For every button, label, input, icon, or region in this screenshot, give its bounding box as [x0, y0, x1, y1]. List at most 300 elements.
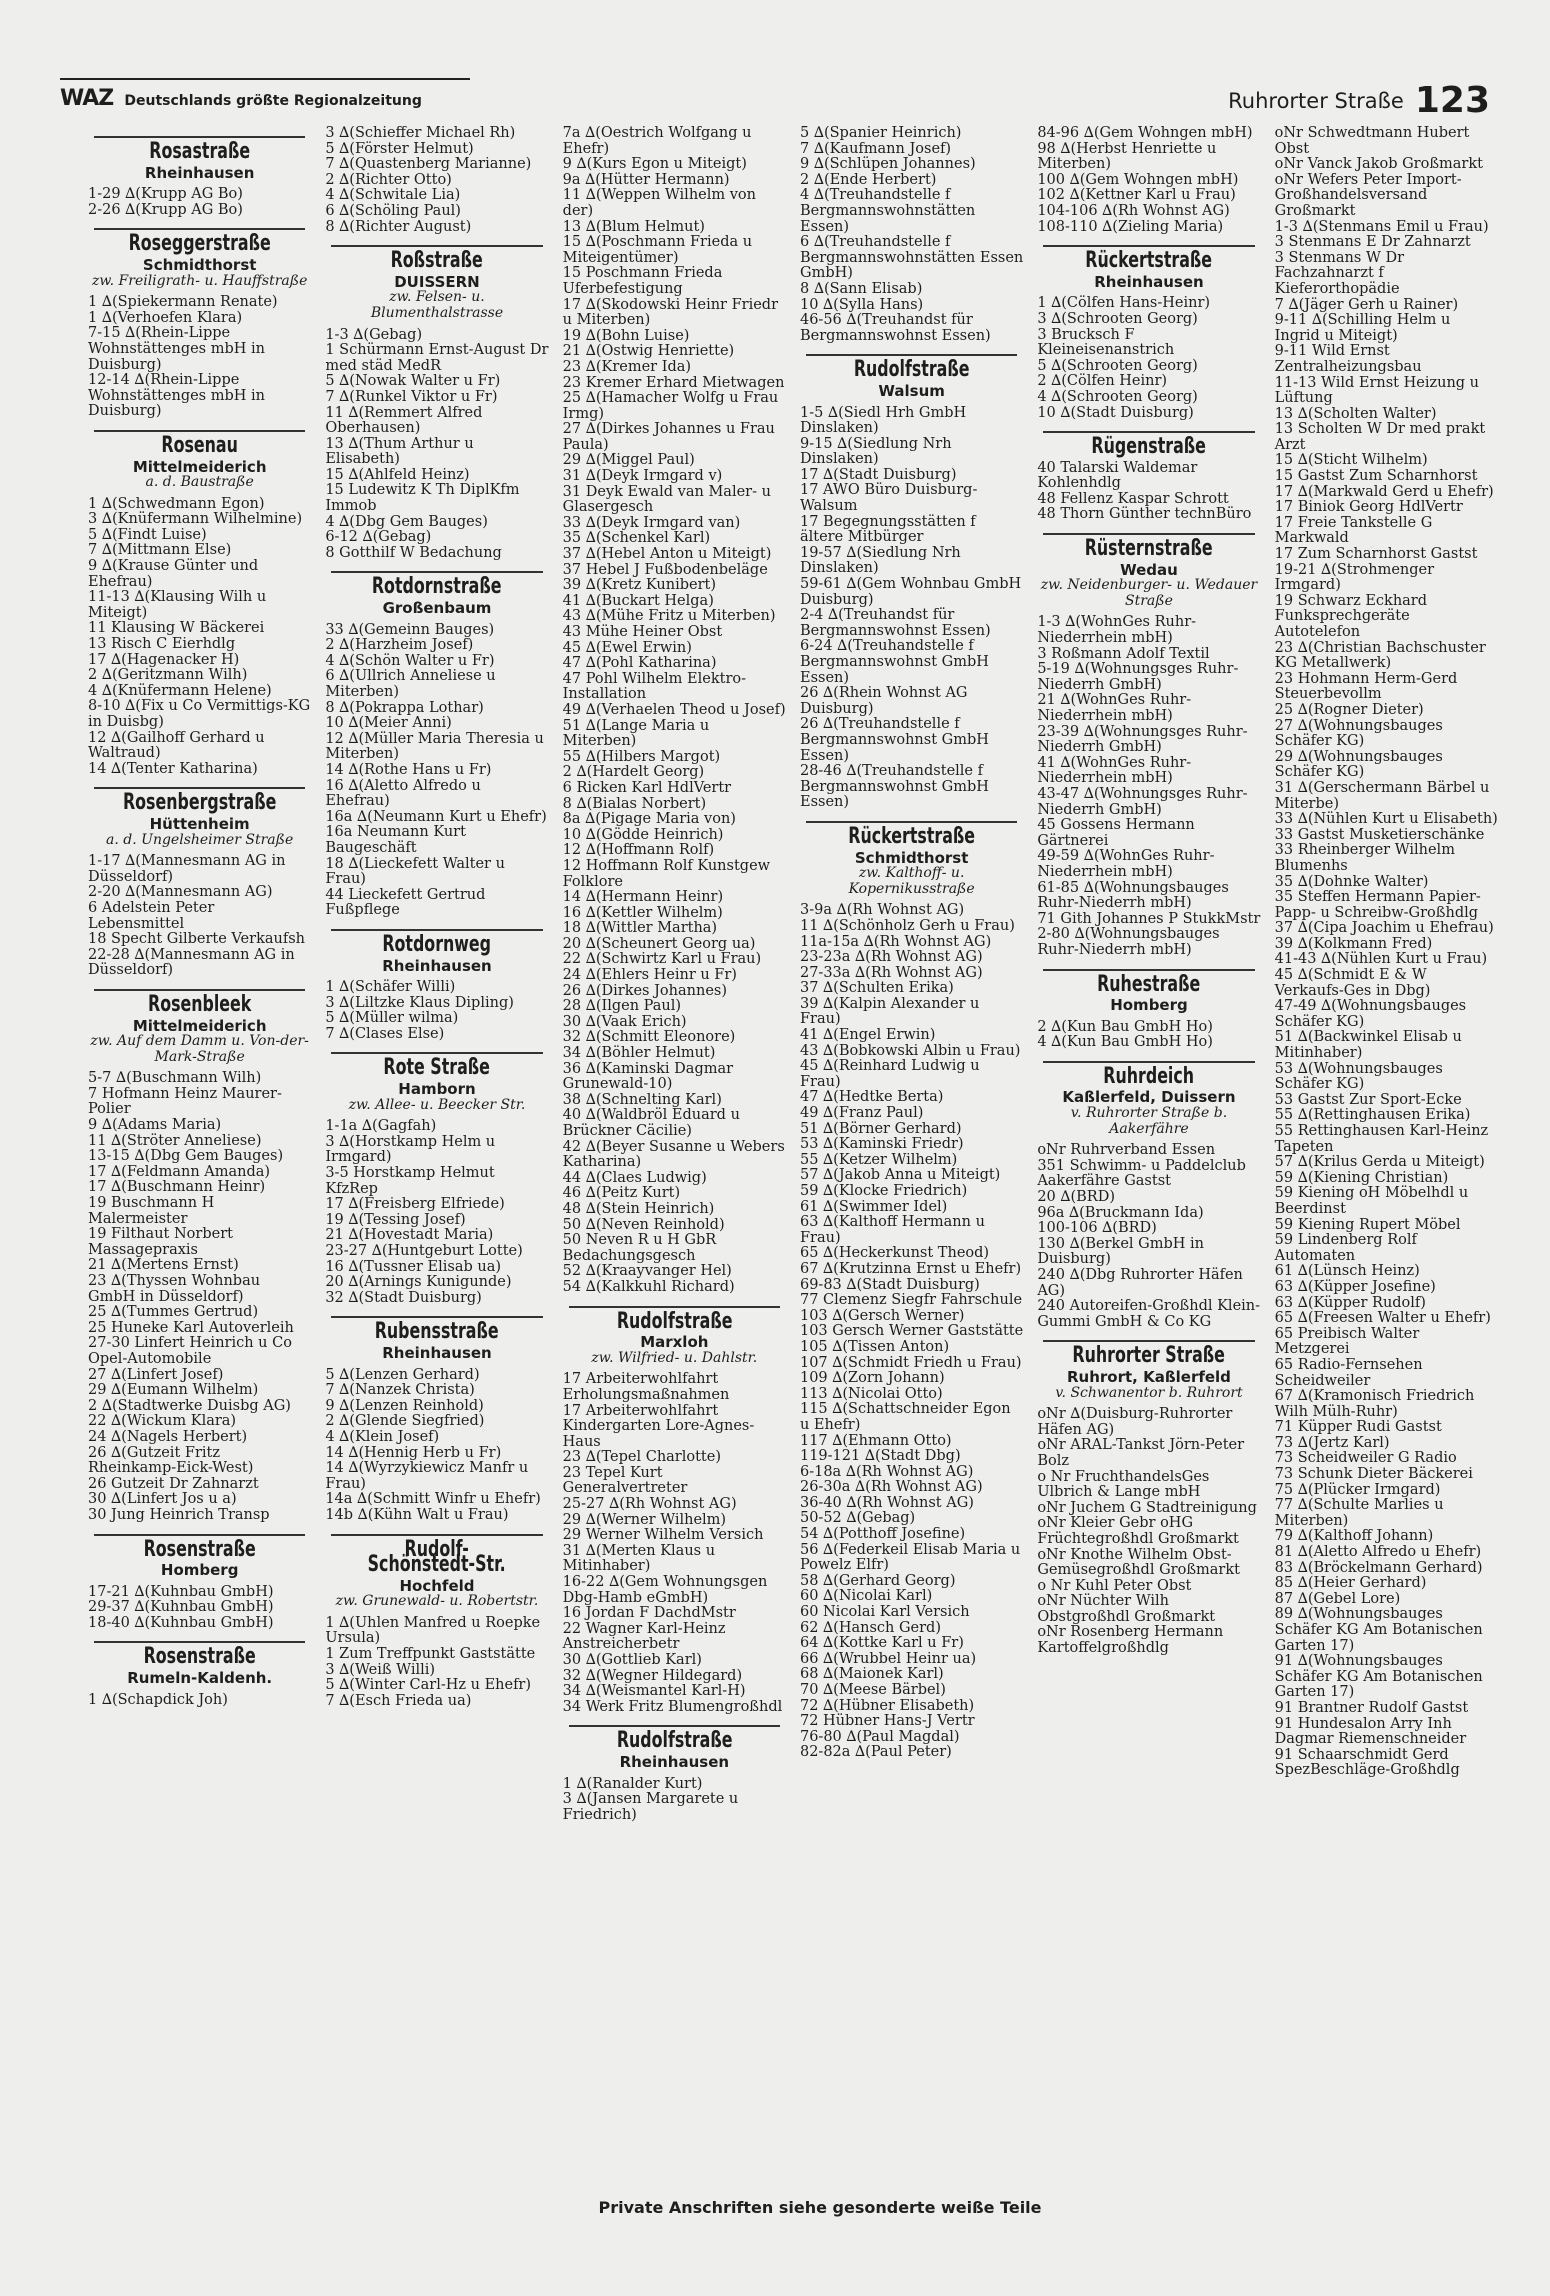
newspaper-logo: WAZ [60, 86, 114, 111]
street-heading [86, 787, 313, 848]
directory-entry: 4 ∆(Treuhandstelle f Bergmannswohnstätten Essen) [799, 187, 976, 235]
directory-entry: 25 Huneke Karl Autoverleih [88, 1319, 294, 1336]
directory-entry: 1 ∆(Spiekermann Renate) [88, 294, 278, 311]
directory-entry: 7 ∆(Kaufmann Josef) [799, 140, 952, 157]
street-district: Rumeln-Kaldenh. [127, 1669, 273, 1688]
directory-entry: 5 ∆(Schrooten Georg) [1037, 357, 1198, 374]
directory-entry: 17 AWO Büro Duisburg-Walsum [799, 482, 978, 515]
directory-entry: 41 ∆(Engel Erwin) [799, 1027, 936, 1044]
directory-entry: 61 ∆(Lünsch Heinz) [1274, 1263, 1420, 1280]
street-name: Rubensstraße [375, 1319, 499, 1345]
directory-entry: 14a ∆(Schmitt Winfr u Ehefr) [325, 1491, 541, 1508]
directory-entry: 82-82a ∆(Paul Peter) [799, 1744, 952, 1761]
directory-entry: 23-23a ∆(Rh Wohnst AG) [799, 949, 983, 966]
street-heading [323, 245, 550, 321]
street-name: Rosenbergstraße [122, 790, 277, 816]
directory-entry: 35 ∆(Dohnke Walter) [1274, 873, 1429, 890]
directory-entry: 107 ∆(Schmidt Friedh u Frau) [799, 1354, 1022, 1371]
directory-entry: 26 ∆(Dirkes Johannes) [562, 982, 727, 999]
directory-entry: 7a ∆(Oestrich Wolfgang u Ehefr) [562, 126, 752, 157]
directory-entry: 29-37 ∆(Kuhnbau GmbH) [88, 1599, 274, 1616]
street-location-note: zw. Felsen- u. Blumenthalstrasse [370, 289, 504, 321]
directory-entry: 33 ∆(Nühlen Kurt u Elisabeth) [1274, 811, 1498, 828]
street-district: DUISSERN [394, 272, 480, 291]
directory-entry: 67 ∆(Kramonisch Friedrich Wilh Mülh-Ruhr) [1274, 1388, 1475, 1420]
street-rule [1043, 533, 1254, 535]
directory-entry: 5 ∆(Lenzen Gerhard) [325, 1366, 480, 1383]
street-name: Rügenstraße [1091, 434, 1207, 460]
street-name: Rudolfstraße [853, 357, 970, 383]
street-name: Rotdornweg [382, 931, 492, 957]
street-heading [86, 989, 313, 1065]
directory-entry: 34 ∆(Böhler Helmut) [562, 1045, 716, 1062]
directory-entry: 18 ∆(Lieckefett Walter u Frau) [325, 855, 505, 888]
street-rule [1043, 431, 1254, 433]
directory-entry: 2-26 ∆(Krupp AG Bo) [88, 201, 243, 218]
directory-entry: 83 ∆(Bröckelmann Gerhard) [1274, 1559, 1483, 1576]
directory-entry: 16 ∆(Kettler Wilhelm) [562, 904, 723, 921]
street-location-note: a. d. Ungelsheimer Straße [106, 831, 294, 848]
directory-entry: 18-40 ∆(Kuhnbau GmbH) [88, 1614, 274, 1631]
directory-entry: 81 ∆(Aletto Alfredo u Ehefr) [1274, 1544, 1482, 1561]
directory-entry: 9 ∆(Kurs Egon u Miteigt) [562, 156, 747, 173]
directory-entry: 47 ∆(Pohl Katharina) [562, 655, 717, 672]
directory-entry: oNr Rosenberg Hermann Kartoffelgroßhdlg [1037, 1624, 1224, 1657]
street-heading [1035, 245, 1262, 290]
directory-entry: 58 ∆(Gerhard Georg) [799, 1572, 956, 1589]
street-rule [94, 1534, 305, 1536]
directory-entry: 1 ∆(Ranalder Kurt) [562, 1775, 703, 1792]
street-name: Rosenstraße [143, 1644, 256, 1670]
directory-entry: 60 ∆(Nicolai Karl) [799, 1588, 933, 1605]
directory-entry: 47-49 ∆(Wohnungsbauges Schäfer KG) [1274, 998, 1467, 1030]
street-rule [806, 821, 1017, 823]
directory-entry: 5 ∆(Spanier Heinrich) [799, 126, 962, 141]
street-district: Großenbaum [382, 599, 492, 618]
directory-entry: 2 ∆(Kun Bau GmbH Ho) [1037, 1018, 1213, 1035]
directory-entry: 72 ∆(Hübner Elisabeth) [799, 1697, 975, 1714]
directory-entry: 1 ∆(Cölfen Hans-Heinr) [1037, 295, 1211, 312]
directory-entry: 98 ∆(Herbst Henriette u Miterben) [1037, 140, 1217, 173]
directory-entry: 15 ∆(Ahlfeld Heinz) [325, 466, 470, 483]
directory-entry: 4 ∆(Klein Josef) [325, 1428, 440, 1445]
directory-entry: 33 Gastst Musketierschänke [1274, 826, 1485, 843]
directory-entry: 36-40 ∆(Rh Wohnst AG) [799, 1494, 974, 1511]
directory-entry: 109 ∆(Zorn Johann) [799, 1370, 945, 1387]
directory-entry: 11-13 Wild Ernst Heizung u Lüftung [1274, 374, 1480, 407]
directory-entry: 130 ∆(Berkel GmbH in Duisburg) [1037, 1235, 1205, 1268]
directory-entry: 4 ∆(Schwitale Lia) [325, 187, 461, 204]
directory-entry: 44 ∆(Claes Ludwig) [562, 1169, 707, 1186]
directory-entry: 31 ∆(Deyk Irmgard v) [562, 468, 723, 485]
directory-entry: 1-3 ∆(Gebag) [325, 326, 423, 343]
street-name: Ruhestraße [1097, 971, 1201, 997]
street-name: Rudolf-Schönstedt-Str. [367, 1536, 506, 1578]
column-4 [798, 126, 1025, 2196]
street-name: Ruhrorter Straße [1072, 1343, 1226, 1369]
directory-entry: 15 ∆(Poschmann Frieda u Miteigentümer) [562, 234, 753, 266]
directory-entry: 16 ∆(Tussner Elisab ua) [325, 1258, 501, 1275]
directory-entry: oNr Nüchter Wilh Obstgroßhdl Großmarkt [1037, 1593, 1216, 1625]
directory-entry: 13 ∆(Scholten Walter) [1274, 405, 1437, 422]
street-name: Rosenbleek [147, 991, 252, 1017]
directory-entry: 15 ∆(Sticht Wilhelm) [1274, 452, 1428, 469]
street-name: Rosenau [161, 432, 238, 458]
directory-entry: 3 ∆(Horstkamp Helm u Irmgard) [325, 1133, 496, 1166]
street-name: Rudolfstraße [616, 1308, 733, 1334]
street-heading [798, 354, 1025, 399]
directory-entry: 2 ∆(Ende Herbert) [799, 171, 937, 188]
directory-entry: 59 ∆(Klocke Friedrich) [799, 1183, 968, 1199]
directory-entry: 85 ∆(Heier Gerhard) [1274, 1575, 1427, 1592]
directory-entry: 1 ∆(Schäfer Willi) [325, 979, 456, 996]
directory-entry: oNr ARAL-Tankst Jörn-Peter Bolz [1037, 1437, 1245, 1469]
directory-entry: 31 ∆(Gerschermann Bärbel u Miterbe) [1274, 779, 1490, 812]
directory-entry: 8 ∆(Pokrappa Lothar) [325, 699, 484, 716]
directory-entry: 17 ∆(Stadt Duisburg) [799, 466, 957, 483]
directory-entry: 17 Begegnungsstätten f ältere Mitbürger [799, 513, 976, 546]
directory-entry: 22 Wagner Karl-Heinz Anstreicherbetr [562, 1620, 726, 1653]
directory-entry: 7 ∆(Clases Else) [325, 1025, 445, 1042]
directory-entry: 12 ∆(Müller Maria Theresia u Miterben) [325, 730, 544, 763]
directory-entry: 11 ∆(Ströter Anneliese) [88, 1132, 262, 1149]
directory-entry: 96a ∆(Bruckmann Ida) [1037, 1204, 1204, 1221]
directory-entry: 23 Tepel Kurt Generalvertreter [562, 1464, 688, 1497]
directory-entry: 25-27 ∆(Rh Wohnst AG) [562, 1496, 737, 1513]
directory-entry: 54 ∆(Kalkkuhl Richard) [562, 1278, 735, 1295]
directory-entry: 35 Steffen Hermann Papier- Papp- u Schreibw-Großhdlg [1274, 889, 1481, 921]
directory-entry: 63 ∆(Küpper Rudolf) [1274, 1294, 1426, 1311]
directory-entry: 5 ∆(Nowak Walter u Fr) [325, 373, 501, 390]
directory-entry: 5 ∆(Findt Luise) [88, 526, 207, 543]
directory-entry: 1 ∆(Uhlen Manfred u Roepke Ursula) [325, 1614, 541, 1647]
directory-entry: 77 Clemenz Siegfr Fahrschule [799, 1292, 1023, 1309]
directory-entry: 100-106 ∆(BRD) [1037, 1220, 1157, 1237]
directory-entry: 23-27 ∆(Huntgeburt Lotte) [325, 1243, 523, 1259]
directory-entry: 84-96 ∆(Gem Wohngen mbH) [1037, 126, 1253, 141]
directory-entry: 43 Mühe Heiner Obst [562, 624, 723, 640]
directory-entry: 26 Gutzeit Dr Zahnarzt [88, 1475, 259, 1492]
directory-entry: 103 ∆(Gersch Werner) [799, 1307, 965, 1324]
directory-entry: 61 ∆(Swimmer Idel) [799, 1198, 948, 1215]
directory-entry: 3 ∆(Schrooten Georg) [1037, 310, 1198, 327]
directory-entry: 65 ∆(Freesen Walter u Ehefr) [1274, 1310, 1491, 1327]
street-heading [86, 136, 313, 181]
directory-entry: 32 ∆(Stadt Duisburg) [325, 1289, 482, 1306]
directory-entry: 8 ∆(Bialas Norbert) [562, 795, 707, 812]
directory-entry: 47 Pohl Wilhelm Elektro-Installation [562, 670, 747, 703]
directory-entry: 12-14 ∆(Rhein-Lippe Wohnstättenges mbH in Duisburg) [88, 372, 265, 420]
directory-entry: 5 ∆(Förster Helmut) [325, 140, 474, 157]
directory-entry: 8a ∆(Pigage Maria von) [562, 811, 736, 828]
directory-entry: 41 ∆(Buckart Helga) [562, 592, 714, 609]
street-heading [323, 1052, 550, 1113]
directory-entry: 36 ∆(Kaminski Dagmar Grunewald-10) [562, 1060, 734, 1093]
directory-entry: 33 Rheinberger Wilhelm Blumenhs [1274, 842, 1455, 874]
street-location-note: zw. Allee- u. Beecker Str. [348, 1096, 526, 1113]
directory-entry: 105 ∆(Tissen Anton) [799, 1338, 950, 1355]
directory-entry: 17 Arbeiterwohlfahrt Erholungsmaßnahmen [562, 1371, 730, 1403]
street-district: Hüttenheim [149, 814, 250, 833]
street-heading [1035, 431, 1262, 460]
street-district: Homberg [160, 1561, 239, 1580]
directory-entry: 16a ∆(Neumann Kurt u Ehefr) [325, 808, 547, 825]
directory-entry: 41 ∆(WohnGes Ruhr-Niederrhein mbH) [1037, 754, 1192, 787]
street-name: Roseggerstraße [128, 231, 271, 257]
directory-entry: 6-24 ∆(Treuhandstelle f Bergmannswohnst GmbH Essen) [799, 638, 989, 686]
directory-entry: 15 Gastst Zum Scharnhorst [1274, 468, 1478, 485]
directory-entry: 54 ∆(Potthoff Josefine) [799, 1526, 966, 1543]
street-rule [1043, 245, 1254, 247]
street-district: Rheinhausen [144, 163, 255, 182]
directory-entry: 108-110 ∆(Zieling Maria) [1037, 218, 1224, 235]
directory-entry: 5-19 ∆(Wohnungsges Ruhr-Niederrh GmbH) [1037, 661, 1239, 693]
directory-entry: 10 ∆(Gödde Heinrich) [562, 826, 724, 843]
street-location-note: zw. Neidenburger- u. Wedauer Straße [1040, 577, 1258, 609]
street-name: Rotdornstraße [372, 574, 502, 600]
street-location-note: v. Ruhrorter Straße b. Aakerfähre [1070, 1105, 1228, 1137]
running-street: Ruhrorter Straße [1228, 88, 1404, 113]
street-name: Rosenstraße [143, 1536, 256, 1562]
street-district: Schmidthorst [854, 848, 969, 867]
street-rule [94, 787, 305, 789]
directory-entry: 48 Thorn Günther technBüro [1037, 506, 1252, 523]
directory-entry: 6 ∆(Treuhandstelle f Bergmannswohnstätten Essen GmbH) [799, 234, 1024, 282]
directory-entry: 39 ∆(Kretz Kunibert) [562, 577, 717, 594]
directory-entry: 2 ∆(Richter Otto) [325, 171, 452, 188]
directory-entry: 16a Neumann Kurt Baugeschäft [325, 824, 466, 856]
directory-entry: 9-11 ∆(Schilling Helm u Ingrid u Miteigt) [1274, 312, 1451, 344]
directory-entry: 56 ∆(Federkeil Elisab Maria u Powelz Elfr) [799, 1541, 1021, 1574]
directory-entry: 46 ∆(Peitz Kurt) [562, 1185, 681, 1202]
footer-note: Private Anschriften siehe gesonderte weiße Teile [598, 2198, 1042, 2217]
directory-entry: 10 ∆(Sylla Hans) [799, 296, 924, 313]
street-name: Rosastraße [149, 139, 251, 164]
directory-entry: 8 ∆(Sann Elisab) [799, 280, 923, 297]
directory-entry: 115 ∆(Schattschneider Egon u Ehefr) [799, 1401, 1011, 1433]
directory-entry: 24 ∆(Ehlers Heinr u Fr) [562, 967, 737, 984]
directory-entry: 22 ∆(Schwirtz Karl u Frau) [562, 951, 762, 968]
directory-entry: 1-29 ∆(Krupp AG Bo) [88, 186, 243, 203]
directory-entry: 7 ∆(Runkel Viktor u Fr) [325, 388, 498, 405]
directory-entry: 30 ∆(Gottlieb Karl) [562, 1652, 702, 1668]
street-heading [561, 1725, 788, 1770]
directory-entry: 2 ∆(Stadtwerke Duisbg AG) [88, 1397, 291, 1414]
street-name: Rückertstraße [848, 823, 976, 849]
directory-entry: 15 Ludewitz K Th DiplKfm Immob [325, 482, 520, 515]
directory-entry: 59 Kiening oH Möbelhdl u Beerdinst [1274, 1185, 1469, 1217]
directory-entry: o Nr Kuhl Peter Obst [1037, 1577, 1192, 1594]
directory-entry: 8 ∆(Richter August) [325, 218, 472, 235]
directory-entry: 40 ∆(Waldbröl Eduard u Brückner Cäcilie) [562, 1107, 740, 1139]
directory-entry: 9 ∆(Lenzen Reinhold) [325, 1397, 484, 1414]
directory-entry: 63 ∆(Küpper Josefine) [1274, 1278, 1436, 1295]
directory-entry: 43-47 ∆(Wohnungsges Ruhr-Niederrh GmbH) [1037, 785, 1248, 818]
directory-entry: 34 Werk Fritz Blumengroßhdl [562, 1698, 783, 1715]
column-2 [323, 126, 550, 2196]
directory-entry: 51 ∆(Backwinkel Elisab u Mitinhaber) [1274, 1029, 1462, 1062]
directory-entry: 2 ∆(Glende Siegfried) [325, 1413, 485, 1430]
directory-entry: 73 ∆(Jertz Karl) [1274, 1434, 1390, 1451]
directory-entry: 16 ∆(Aletto Alfredo u Ehefrau) [325, 777, 481, 810]
directory-entry: 1 ∆(Schwedmann Egon) [88, 495, 265, 512]
directory-entry: 70 ∆(Meese Bärbel) [799, 1682, 946, 1698]
directory-entry: 25 ∆(Tummes Gertrud) [88, 1304, 259, 1321]
directory-entry: 45 ∆(Schmidt E & W Verkaufs-Ges in Dbg) [1274, 967, 1431, 999]
directory-entry: 351 Schwimm- u Paddelclub Aakerfähre Gastst [1037, 1157, 1246, 1190]
directory-entry: 6 ∆(Ullrich Anneliese u Miterben) [325, 668, 496, 700]
street-rule [331, 929, 542, 931]
street-heading [323, 1316, 550, 1361]
directory-entry: 18 Specht Gilberte Verkaufsh [88, 931, 305, 948]
directory-entry: 51 ∆(Börner Gerhard) [799, 1120, 962, 1137]
directory-entry: oNr Wefers Peter Import-Großhandelsversand Großmarkt [1274, 171, 1462, 219]
directory-entry: 240 ∆(Dbg Ruhrorter Häfen AG) [1037, 1267, 1243, 1299]
directory-entry: 46-56 ∆(Treuhandst für Bergmannswohnst Essen) [799, 312, 991, 344]
street-district: Ruhrort, Kaßlerfeld [1067, 1367, 1231, 1386]
directory-entry: 7 ∆(Quastenberg Marianne) [325, 156, 532, 173]
directory-entry: 37 Hebel J Fußbodenbeläge [562, 561, 768, 578]
directory-entry: 29 ∆(Wohnungsbauges Schäfer KG) [1274, 748, 1443, 781]
directory-entry: oNr Ruhrverband Essen [1037, 1142, 1216, 1159]
street-rule [806, 354, 1017, 356]
directory-entry: 27-33a ∆(Rh Wohnst AG) [799, 964, 983, 981]
street-heading [561, 1306, 788, 1367]
directory-entry: 14 ∆(Tenter Katharina) [88, 760, 258, 777]
directory-entry: 45 Gossens Hermann Gärtnerei [1037, 817, 1195, 849]
page-number: 123 [1414, 80, 1490, 121]
directory-entry: oNr Schwedtmann Hubert Obst [1274, 126, 1470, 157]
directory-entry: 16 Jordan F DachdMstr [562, 1605, 736, 1622]
directory-entry: 30 Jung Heinrich Transp [88, 1506, 270, 1523]
directory-entry: 14 ∆(Rothe Hans u Fr) [325, 761, 492, 778]
directory-entry: 5 ∆(Winter Carl-Hz u Ehefr) [325, 1677, 532, 1694]
directory-entry: 50-52 ∆(Gebag) [799, 1510, 916, 1527]
street-heading [86, 228, 313, 289]
street-heading [798, 821, 1025, 897]
directory-entry: 21 ∆(WohnGes Ruhr-Niederrhein mbH) [1037, 692, 1192, 724]
column-6 [1273, 126, 1500, 2196]
street-name: Rüsternstraße [1085, 536, 1213, 562]
directory-entry: 10 ∆(Stadt Duisburg) [1037, 404, 1194, 421]
street-district: Hamborn [398, 1080, 476, 1099]
directory-entry: 30 ∆(Linfert Jos u a) [88, 1491, 237, 1508]
directory-entry: 52 ∆(Kraayvanger Hel) [562, 1263, 732, 1280]
directory-entry: 27 ∆(Wohnungsbauges Schäfer KG) [1274, 717, 1443, 750]
directory-entry: 19-21 ∆(Strohmenger Irmgard) [1274, 561, 1435, 594]
street-district: Rheinhausen [382, 956, 492, 975]
directory-entry: 9-11 Wild Ernst Zentralheizungsbau [1274, 343, 1422, 375]
street-district: Kaßlerfeld, Duissern [1062, 1088, 1236, 1107]
directory-entry: 9 ∆(Adams Maria) [88, 1117, 222, 1134]
street-district: Marxloh [640, 1333, 709, 1352]
directory-entry: 59-61 ∆(Gem Wohnbau GmbH Duisburg) [799, 576, 1022, 608]
street-rule [1043, 969, 1254, 971]
directory-entry: 35 ∆(Schenkel Karl) [562, 530, 711, 547]
street-rule [1043, 1340, 1254, 1342]
directory-entry: 13 Scholten W Dr med prakt Arzt [1274, 421, 1486, 453]
directory-entry: 13-15 ∆(Dbg Gem Bauges) [88, 1148, 284, 1165]
running-head [1228, 80, 1490, 121]
directory-entry: 5 ∆(Müller wilma) [325, 1010, 459, 1027]
directory-entry: 40 Talarski Waldemar Kohlenhdlg [1037, 459, 1198, 492]
directory-entry: 100 ∆(Gem Wohngen mbH) [1037, 171, 1239, 188]
directory-entry: 67 ∆(Krutzinna Ernst u Ehefr) [799, 1260, 1022, 1277]
directory-entry: 28-46 ∆(Treuhandstelle f Bergmannswohnst GmbH Essen) [799, 763, 989, 811]
directory-entry: 3-9a ∆(Rh Wohnst AG) [799, 902, 965, 919]
directory-entry: 22 ∆(Wickum Klara) [88, 1413, 237, 1430]
street-district: Rheinhausen [619, 1752, 730, 1771]
directory-entry: 27 ∆(Dirkes Johannes u Frau Paula) [562, 421, 775, 453]
directory-entry: 31 Deyk Ewald van Maler- u Glasergesch [562, 483, 771, 516]
directory-entry: 32 ∆(Schmitt Eleonore) [562, 1029, 736, 1046]
directory-entry: 9-15 ∆(Siedlung Nrh Dinslaken) [799, 435, 952, 468]
directory-entry: 17 ∆(Skodowski Heinr Friedr u Miterben) [562, 296, 779, 329]
directory-entry: 10 ∆(Meier Anni) [325, 715, 452, 732]
directory-entry: 26 ∆(Rhein Wohnst AG Duisburg) [799, 685, 968, 717]
directory-entry: 23 ∆(Tepel Charlotte) [562, 1449, 722, 1466]
directory-entry: 8 Gotthilf W Bedachung [325, 544, 502, 561]
directory-entry: 240 Autoreifen-Großhdl Klein-Gummi GmbH & Co KG [1037, 1298, 1261, 1330]
directory-entry: 39 ∆(Kalpin Alexander u Frau) [799, 995, 980, 1028]
directory-entry: 104-106 ∆(Rh Wohnst AG) [1037, 202, 1230, 219]
directory-entry: 17 ∆(Markwald Gerd u Ehefr) [1274, 483, 1494, 500]
directory-entry: 6-12 ∆(Gebag) [325, 529, 432, 546]
directory-entry: 1-5 ∆(Siedl Hrh GmbH Dinslaken) [799, 404, 967, 437]
directory-entry: 17 Arbeiterwohlfahrt Kindergarten Lore-Agnes-Haus [562, 1402, 755, 1450]
directory-entry: 2 ∆(Harzheim Josef) [325, 637, 474, 654]
street-location-note: v. Schwanentor b. Ruhrort [1055, 1384, 1243, 1401]
street-location-note: a. d. Baustraße [145, 474, 254, 491]
directory-entry: 23 ∆(Kremer Ida) [562, 358, 692, 375]
directory-entry: 49 ∆(Verhaelen Theod u Josef) [562, 701, 786, 718]
directory-entry: 49-59 ∆(WohnGes Ruhr-Niederrhein mbH) [1037, 848, 1215, 880]
directory-entry: 11a-15a ∆(Rh Wohnst AG) [799, 933, 992, 950]
directory-entry: 50 ∆(Neven Reinhold) [562, 1216, 725, 1233]
directory-entry: 55 ∆(Rettinghausen Erika) [1274, 1107, 1471, 1124]
directory-entry: 6 Ricken Karl HdlVertr [562, 779, 732, 796]
directory-entry: 26 ∆(Gutzeit Fritz Rheinkamp-Eick-West) [88, 1444, 254, 1477]
street-rule [94, 136, 305, 138]
directory-entry: oNr Kleier Gebr oHG Früchtegroßhdl Großmarkt [1037, 1515, 1239, 1547]
directory-entry: 19 Filthaut Norbert Massagepraxis [88, 1226, 233, 1258]
directory-entry: 3 ∆(Knüfermann Wilhelmine) [88, 511, 303, 528]
directory-entry: 1-3 ∆(Stenmans Emil u Frau) [1274, 218, 1489, 235]
directory-entry: 11 ∆(Remmert Alfred Oberhausen) [325, 404, 483, 437]
street-heading [323, 929, 550, 974]
directory-entry: 4 ∆(Schön Walter u Fr) [325, 652, 495, 669]
directory-entry: 28 ∆(Ilgen Paul) [562, 998, 682, 1015]
directory-entry: 3 ∆(Liltzke Klaus Dipling) [325, 994, 514, 1011]
directory-entry: 3 Stenmans E Dr Zahnarzt [1274, 234, 1471, 251]
directory-entry: o Nr FruchthandelsGes Ulbrich & Lange mbH [1037, 1468, 1210, 1501]
directory-entry: 1 Schürmann Ernst-August Dr med städ MedR [325, 342, 549, 374]
directory-entry: 11 ∆(Schönholz Gerh u Frau) [799, 917, 1015, 934]
directory-entry: 39 ∆(Kolkmann Fred) [1274, 935, 1433, 952]
directory-entry: 1 ∆(Verhoefen Klara) [88, 309, 243, 326]
directory-columns [86, 126, 1500, 2196]
directory-entry: 27-30 Linfert Heinrich u Co Opel-Automobile [88, 1335, 292, 1367]
street-location-note: zw. Grunewald- u. Robertstr. [335, 1593, 539, 1610]
street-district: Schmidthorst [142, 255, 257, 274]
directory-entry: 6-18a ∆(Rh Wohnst AG) [799, 1463, 974, 1480]
directory-entry: 63 ∆(Kalthoff Hermann u Frau) [799, 1214, 985, 1246]
street-district: Homberg [1110, 996, 1188, 1015]
directory-entry: 55 ∆(Hilbers Margot) [562, 748, 721, 765]
directory-entry: 48 ∆(Stein Heinrich) [562, 1200, 715, 1217]
street-heading [1035, 1061, 1262, 1137]
street-district: Rheinhausen [382, 1343, 492, 1362]
